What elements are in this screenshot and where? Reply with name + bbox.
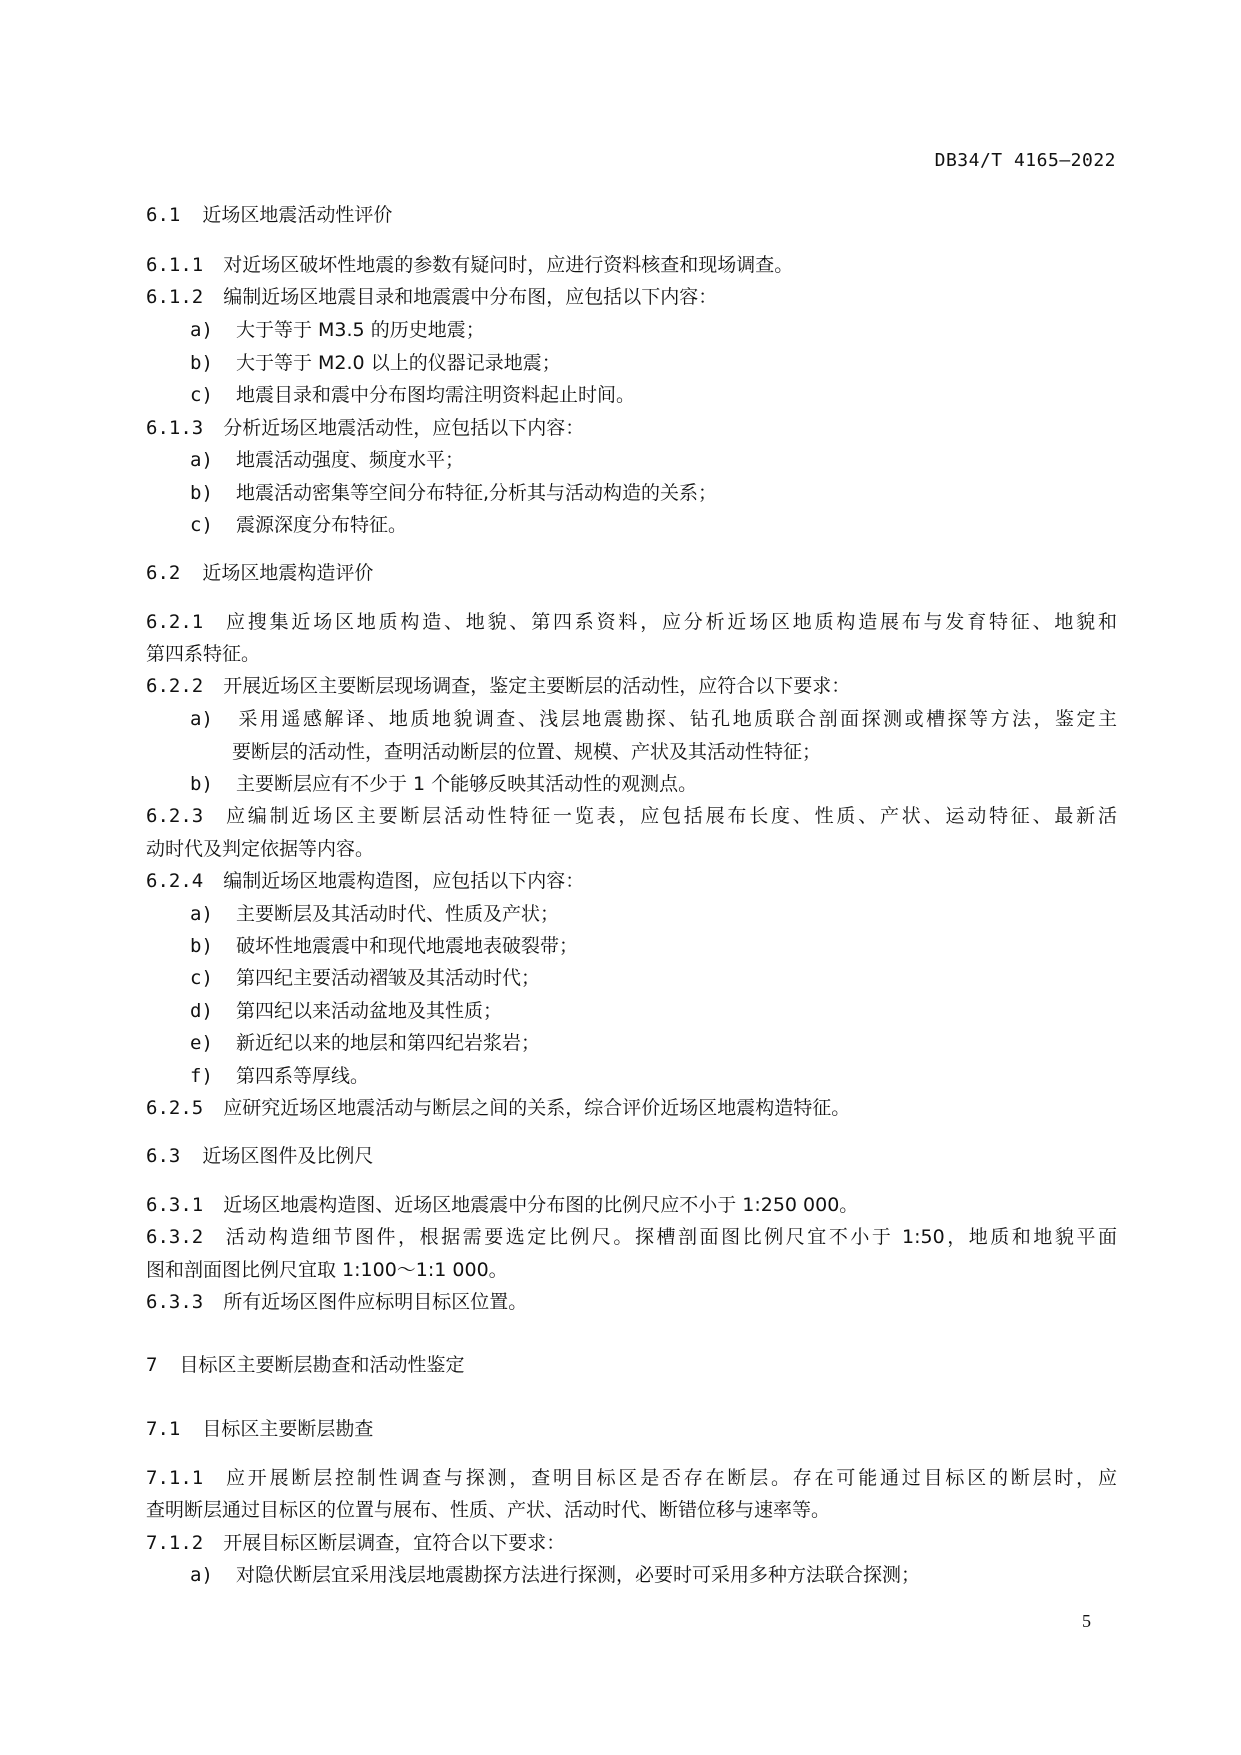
list-item: d) 第四纪以来活动盆地及其性质； [190,1000,503,1022]
clause-6-1-2: 6.1.2 编制近场区地震目录和地震震中分布图，应包括以下内容： [146,286,718,308]
clause-6-1-1: 6.1.1 对近场区破坏性地震的参数有疑问时，应进行资料核查和现场调查。 [146,254,794,276]
clause-6-3-1: 6.3.1 近场区地震构造图、近场区地震震中分布图的比例尺应不小于 1:250 000。 [146,1194,859,1216]
list-item: b) 大于等于 M2.0 以上的仪器记录地震； [190,352,561,374]
clause-6-2-1-continuation: 第四系特征。 [146,643,261,665]
list-item: b) 破坏性地震震中和现代地震地表破裂带； [190,935,579,957]
list-item: c) 地震目录和震中分布图均需注明资料起止时间。 [190,384,636,406]
clause-6-1-3: 6.1.3 分析近场区地震活动性，应包括以下内容： [146,417,585,439]
list-item: f) 第四系等厚线。 [190,1065,370,1087]
list-item: a) 对隐伏断层宜采用浅层地震勘探方法进行探测，必要时可采用多种方法联合探测； [190,1564,921,1586]
heading-7-1: 7.1 目标区主要断层勘查 [146,1418,374,1440]
clause-6-2-4: 6.2.4 编制近场区地震构造图，应包括以下内容： [146,870,585,892]
list-item: c) 震源深度分布特征。 [190,514,408,536]
clause-6-2-2: 6.2.2 开展近场区主要断层现场调查，鉴定主要断层的活动性，应符合以下要求： [146,675,851,697]
list-item: c) 第四纪主要活动褶皱及其活动时代； [190,967,541,989]
clause-6-3-2: 6.3.2 活动构造细节图件，根据需要选定比例尺。探槽剖面图比例尺宜不小于 1:50，地质和地貌平面 [146,1226,1117,1248]
list-item: a) 大于等于 M3.5 的历史地震； [190,319,485,341]
page-number: 5 [1082,1611,1091,1631]
clause-6-3-2-continuation: 图和剖面图比例尺宜取 1:100～1:1 000。 [146,1259,508,1281]
list-item: a) 地震活动强度、频度水平； [190,449,465,471]
clause-6-3-3: 6.3.3 所有近场区图件应标明目标区位置。 [146,1291,528,1313]
clause-6-2-3-continuation: 动时代及判定依据等内容。 [146,838,375,860]
list-item: b) 地震活动密集等空间分布特征,分析其与活动构造的关系； [190,482,718,504]
clause-7-1-1: 7.1.1 应开展断层控制性调查与探测，查明目标区是否存在断层。存在可能通过目标区的断层时，应 [146,1467,1117,1489]
list-item: a) 主要断层及其活动时代、性质及产状； [190,903,560,925]
list-item: a) 采用遥感解译、地质地貌调查、浅层地震勘探、钻孔地质联合剖面探测或槽探等方法，鉴定主 [190,708,1117,730]
heading-6-3: 6.3 近场区图件及比例尺 [146,1145,374,1167]
list-item: b) 主要断层应有不少于 1 个能够反映其活动性的观测点。 [190,773,698,795]
clause-6-2-1: 6.2.1 应搜集近场区地质构造、地貌、第四系资料，应分析近场区地质构造展布与发育特征、地貌和 [146,611,1117,633]
clause-6-2-3: 6.2.3 应编制近场区主要断层活动性特征一览表，应包括展布长度、性质、产状、运动特征、最新活 [146,805,1117,827]
heading-6-1: 6.1 近场区地震活动性评价 [146,204,393,226]
list-item: e) 新近纪以来的地层和第四纪岩浆岩； [190,1032,541,1054]
clause-7-1-1-continuation: 查明断层通过目标区的位置与展布、性质、产状、活动时代、断错位移与速率等。 [146,1499,831,1521]
clause-7-1-2: 7.1.2 开展目标区断层调查，宜符合以下要求： [146,1532,566,1554]
clause-6-2-5: 6.2.5 应研究近场区地震活动与断层之间的关系，综合评价近场区地震构造特征。 [146,1097,851,1119]
document-id-header: DB34/T 4165—2022 [934,150,1116,171]
list-item-continuation: 要断层的活动性，查明活动断层的位置、规模、产状及其活动性特征； [232,741,822,763]
heading-6-2: 6.2 近场区地震构造评价 [146,562,374,584]
heading-7: 7 目标区主要断层勘查和活动性鉴定 [146,1354,465,1376]
